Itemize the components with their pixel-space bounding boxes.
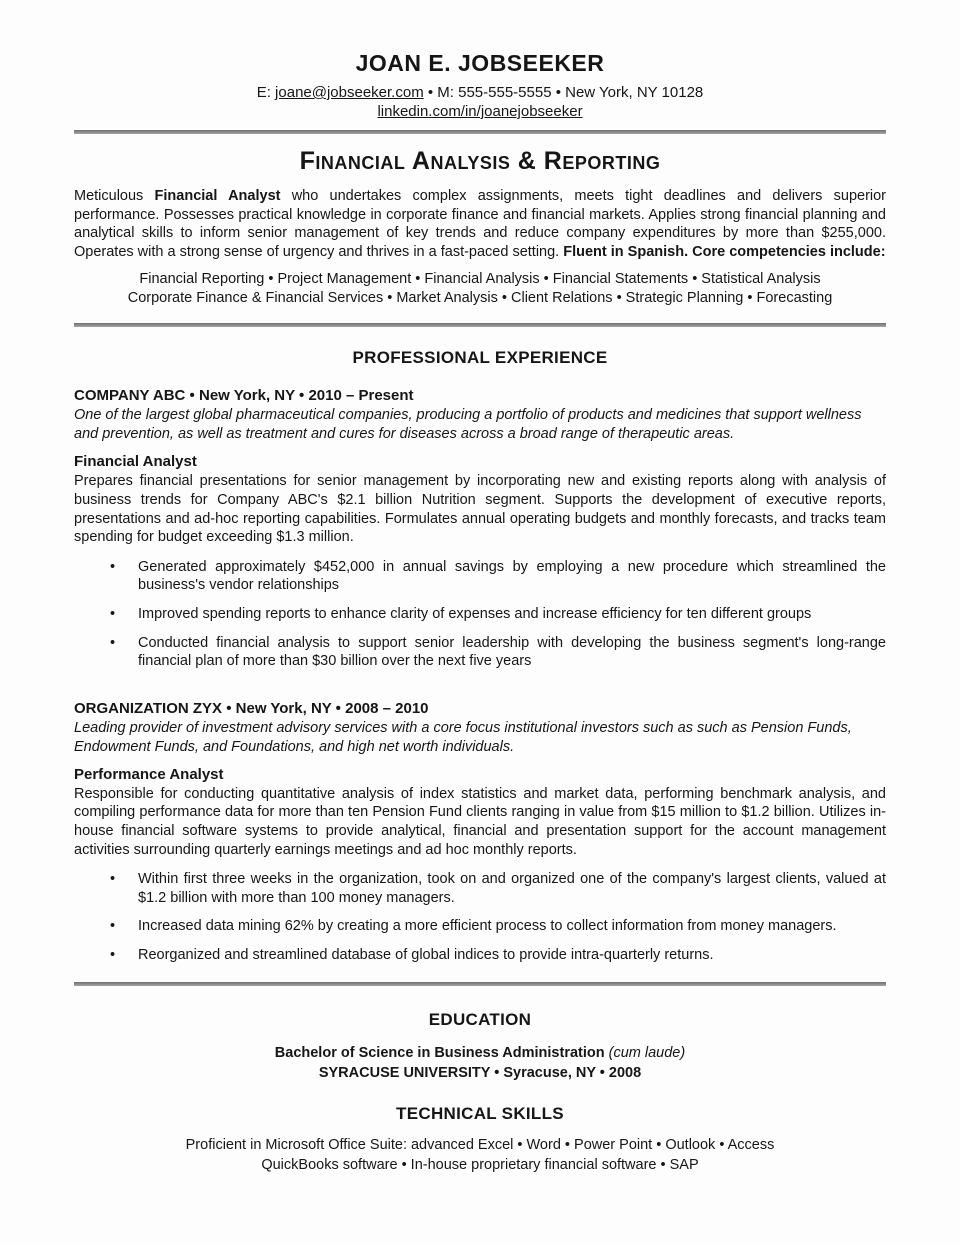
summary-seg2: Financial Analyst: [154, 188, 281, 204]
education-degree-line: [74, 1043, 886, 1063]
job-title: Performance Analyst: [74, 765, 224, 783]
job-entry: [74, 387, 886, 670]
summary-seg1: Meticulous: [74, 188, 155, 204]
job-bullet: • Conducted financial analysis to support senior leadership with developing the business segment's long-range financial plan of more than $30 billion over the next five years: [74, 634, 886, 671]
skills-line-1: Proficient in Microsoft Office Suite: advanced Excel • Word • Power Point • Outlook • Access: [185, 1137, 775, 1154]
company-description: One of the largest global pharmaceutical companies, producing a portfolio of products and medicines that support wellness and prevention, as well as treatment and cures for diseases across a broad range of therapeutic areas.: [74, 407, 862, 443]
job-bullets: [74, 558, 886, 671]
divider-competencies: [74, 323, 886, 327]
education-school-line: SYRACUSE UNIVERSITY • Syracuse, NY • 2008: [318, 1065, 642, 1082]
linkedin-link[interactable]: linkedin.com/in/joanejobseeker: [377, 103, 583, 120]
email-link[interactable]: joane@jobseeker.com: [275, 84, 424, 101]
linkedin-line: [74, 102, 886, 121]
job-entry: [74, 700, 886, 965]
skills-line-2: QuickBooks software • In-house proprietary financial software • SAP: [261, 1156, 699, 1173]
competencies-line-2: Corporate Finance & Financial Services • Market Analysis • Client Relations • Strategic Planning • Forecasting: [127, 290, 833, 307]
competencies-line-1: Financial Reporting • Project Management • Financial Analysis • Financial Statements • Statistical Analysis: [139, 271, 821, 288]
degree-name: Bachelor of Science in Business Administration: [274, 1045, 605, 1062]
contact-rest: • M: 555-555-5555 • New York, NY 10128: [423, 84, 704, 101]
degree-honors: (cum laude): [604, 1045, 686, 1062]
job-bullet: • Generated approximately $452,000 in annual savings by employing a new procedure which streamlined the business's vendor relationships: [74, 558, 886, 595]
job-bullet: • Reorganized and streamlined database of global indices to provide intra-quarterly returns.: [74, 946, 886, 965]
header: [74, 50, 886, 121]
job-bullet: • Increased data mining 62% by creating a more efficient process to collect information from money managers.: [74, 917, 886, 936]
job-description: Prepares financial presentations for senior management by incorporating new and existing reports along with analysis of business trends for Company ABC's $2.1 billion Nutrition segment. Supports the development of executive reports, presentations and ad-hoc reporting capabilities. Formulates annual operating budgets and monthly forecasts, and tracks team spending for budget exceeding $1.3 million.: [74, 473, 886, 546]
job-bullet: • Improved spending reports to enhance clarity of expenses and increase efficiency for ten different groups: [74, 605, 886, 624]
job-bullets: [74, 870, 886, 964]
company-line: ORGANIZATION ZYX • New York, NY • 2008 – 2010: [74, 699, 429, 717]
education-heading: EDUCATION: [428, 1010, 532, 1030]
summary-seg4: Fluent in Spanish. Core competencies include:: [563, 243, 886, 260]
company-line: COMPANY ABC • New York, NY • 2010 – Present: [74, 387, 414, 405]
summary-seg3: who undertakes complex assignments, meets tight deadlines and delivers superior performance. Possesses practical knowledge in corporate finance and financial markets. Applies strong financial planning and analytical skills to inform senior management of key trends and reduce company expenditures by more than $255,000. Operates with a strong sense of urgency and thrives in a fast-paced setting.: [74, 188, 887, 260]
contact-line: [74, 83, 886, 102]
summary-paragraph: [74, 187, 886, 261]
email-prefix: E:: [256, 84, 276, 101]
divider-header: [74, 130, 886, 134]
job-title: Financial Analyst: [74, 453, 197, 471]
job-bullet: • Within first three weeks in the organization, took on and organized one of the company's largest clients, valued at $1.2 billion with more than 100 money managers.: [74, 870, 886, 907]
job-description: Responsible for conducting quantitative analysis of index statistics and market data, performing benchmark analysis, and compiling performance data for more than ten Pension Fund clients ranging in value from $15 million to $1.2 billion. Utilizes in-house financial software systems to provide analytical, financial and presentation support for the account management activities surrounding quarterly earnings meetings and ad hoc monthly reports.: [74, 785, 886, 858]
skills-heading: TECHNICAL SKILLS: [396, 1104, 564, 1124]
headline-title: Financial Analysis & Reporting: [299, 147, 661, 175]
core-competencies: [74, 270, 886, 308]
divider-education: [74, 982, 886, 986]
company-description: Leading provider of investment advisory services with a core focus institutional investors such as such as Pension Funds, Endowment Funds, and Foundations, and high net worth individuals.: [74, 719, 852, 755]
experience-heading: PROFESSIONAL EXPERIENCE: [352, 348, 608, 368]
candidate-name: JOAN E. JOBSEEKER: [355, 50, 605, 76]
